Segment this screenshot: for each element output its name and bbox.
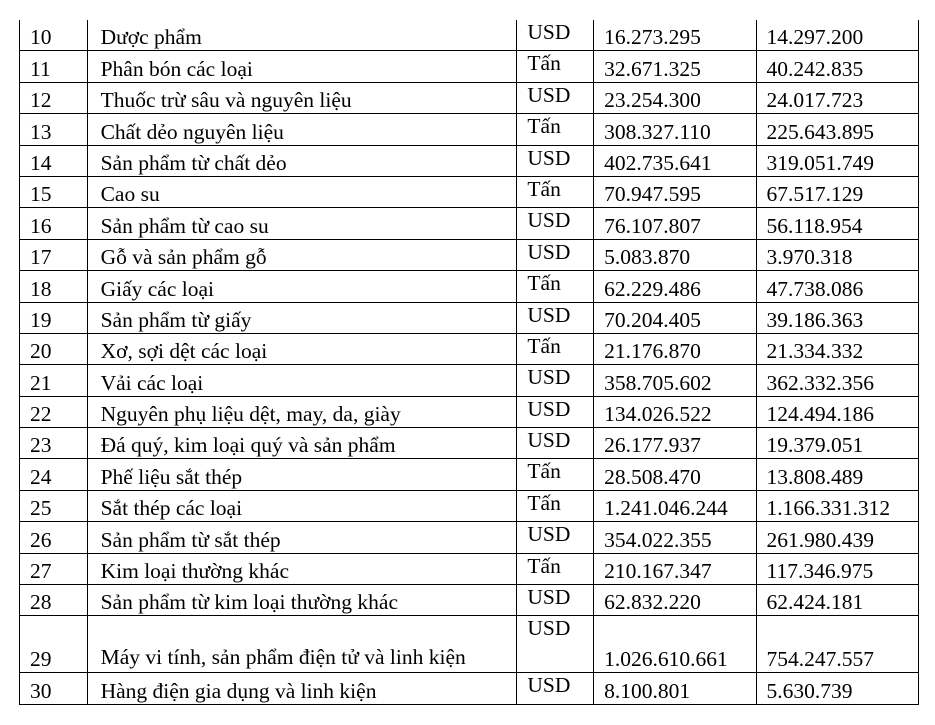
table-row [20, 51, 919, 82]
item-name: Vải các loại [87, 365, 517, 396]
table-row [20, 20, 919, 51]
unit: USD [517, 428, 594, 459]
item-name: Phế liệu sắt thép [87, 459, 517, 490]
unit: Tấn [517, 459, 594, 490]
value-period-1: 354.022.355 [594, 522, 756, 553]
value-period-1: 16.273.295 [594, 20, 756, 51]
value-period-2: 5.630.739 [756, 673, 918, 704]
row-number: 27 [20, 553, 88, 584]
row-number: 29 [20, 616, 88, 673]
value-period-1: 210.167.347 [594, 553, 756, 584]
table-row [20, 302, 919, 333]
value-period-1: 62.229.486 [594, 271, 756, 302]
unit: USD [517, 585, 594, 616]
value-period-1: 1.241.046.244 [594, 490, 756, 521]
item-name: Dược phẩm [87, 20, 517, 51]
item-name: Gỗ và sản phẩm gỗ [87, 239, 517, 270]
unit: Tấn [517, 333, 594, 364]
value-period-1: 62.832.220 [594, 585, 756, 616]
row-number: 16 [20, 208, 88, 239]
value-period-2: 3.970.318 [756, 239, 918, 270]
item-name: Sắt thép các loại [87, 490, 517, 521]
value-period-2: 47.738.086 [756, 271, 918, 302]
unit: USD [517, 145, 594, 176]
value-period-2: 225.643.895 [756, 114, 918, 145]
item-name: Sản phẩm từ kim loại thường khác [87, 585, 517, 616]
value-period-1: 358.705.602 [594, 365, 756, 396]
value-period-2: 13.808.489 [756, 459, 918, 490]
item-name: Giấy các loại [87, 271, 517, 302]
row-number: 28 [20, 585, 88, 616]
table-row [20, 490, 919, 521]
item-name: Nguyên phụ liệu dệt, may, da, giày [87, 396, 517, 427]
value-period-1: 23.254.300 [594, 82, 756, 113]
value-period-2: 362.332.356 [756, 365, 918, 396]
value-period-2: 21.334.332 [756, 333, 918, 364]
unit: USD [517, 365, 594, 396]
row-number: 25 [20, 490, 88, 521]
unit: Tấn [517, 553, 594, 584]
unit: Tấn [517, 176, 594, 207]
value-period-1: 32.671.325 [594, 51, 756, 82]
item-name: Cao su [87, 176, 517, 207]
item-name: Kim loại thường khác [87, 553, 517, 584]
row-number: 22 [20, 396, 88, 427]
value-period-1: 21.176.870 [594, 333, 756, 364]
row-number: 17 [20, 239, 88, 270]
row-number: 11 [20, 51, 88, 82]
value-period-1: 70.947.595 [594, 176, 756, 207]
unit: USD [517, 82, 594, 113]
value-period-1: 70.204.405 [594, 302, 756, 333]
row-number: 15 [20, 176, 88, 207]
table-row [20, 428, 919, 459]
table-row [20, 176, 919, 207]
item-name: Đá quý, kim loại quý và sản phẩm [87, 428, 517, 459]
row-number: 19 [20, 302, 88, 333]
unit: USD [517, 208, 594, 239]
table-row [20, 208, 919, 239]
table-row [20, 585, 919, 616]
item-name: Hàng điện gia dụng và linh kiện [87, 673, 517, 704]
table-row [20, 145, 919, 176]
row-number: 12 [20, 82, 88, 113]
row-number: 10 [20, 20, 88, 51]
unit: Tấn [517, 490, 594, 521]
table-row [20, 333, 919, 364]
value-period-1: 308.327.110 [594, 114, 756, 145]
row-number: 20 [20, 333, 88, 364]
value-period-1: 28.508.470 [594, 459, 756, 490]
value-period-2: 67.517.129 [756, 176, 918, 207]
value-period-2: 56.118.954 [756, 208, 918, 239]
unit: USD [517, 239, 594, 270]
item-name: Chất dẻo nguyên liệu [87, 114, 517, 145]
value-period-2: 62.424.181 [756, 585, 918, 616]
item-name: Sản phẩm từ giấy [87, 302, 517, 333]
table-row [20, 82, 919, 113]
table-row [20, 396, 919, 427]
value-period-2: 40.242.835 [756, 51, 918, 82]
row-number: 14 [20, 145, 88, 176]
import-table-container [19, 20, 919, 705]
table-row [20, 365, 919, 396]
value-period-2: 24.017.723 [756, 82, 918, 113]
row-number: 13 [20, 114, 88, 145]
value-period-2: 124.494.186 [756, 396, 918, 427]
value-period-2: 1.166.331.312 [756, 490, 918, 521]
item-name: Sản phẩm từ chất dẻo [87, 145, 517, 176]
unit: USD [517, 20, 594, 51]
row-number: 26 [20, 522, 88, 553]
table-row [20, 459, 919, 490]
value-period-1: 134.026.522 [594, 396, 756, 427]
value-period-2: 19.379.051 [756, 428, 918, 459]
value-period-2: 754.247.557 [756, 616, 918, 673]
table-row [20, 114, 919, 145]
item-name: Sản phẩm từ sắt thép [87, 522, 517, 553]
table-row [20, 673, 919, 704]
row-number: 30 [20, 673, 88, 704]
row-number: 21 [20, 365, 88, 396]
value-period-1: 1.026.610.661 [594, 616, 756, 673]
import-goods-table [19, 20, 919, 705]
unit: USD [517, 302, 594, 333]
row-number: 23 [20, 428, 88, 459]
value-period-1: 8.100.801 [594, 673, 756, 704]
unit: Tấn [517, 271, 594, 302]
unit: Tấn [517, 51, 594, 82]
item-name: Sản phẩm từ cao su [87, 208, 517, 239]
value-period-2: 261.980.439 [756, 522, 918, 553]
unit: USD [517, 396, 594, 427]
table-row [20, 553, 919, 584]
row-number: 24 [20, 459, 88, 490]
unit: USD [517, 616, 594, 673]
value-period-2: 319.051.749 [756, 145, 918, 176]
row-number: 18 [20, 271, 88, 302]
value-period-2: 14.297.200 [756, 20, 918, 51]
value-period-2: 39.186.363 [756, 302, 918, 333]
table-row [20, 271, 919, 302]
item-name: Xơ, sợi dệt các loại [87, 333, 517, 364]
value-period-1: 5.083.870 [594, 239, 756, 270]
unit: Tấn [517, 114, 594, 145]
item-name: Thuốc trừ sâu và nguyên liệu [87, 82, 517, 113]
table-row [20, 616, 919, 673]
value-period-1: 402.735.641 [594, 145, 756, 176]
value-period-1: 26.177.937 [594, 428, 756, 459]
table-row [20, 239, 919, 270]
unit: USD [517, 522, 594, 553]
item-name: Máy vi tính, sản phẩm điện tử và linh kiện [87, 616, 517, 673]
value-period-2: 117.346.975 [756, 553, 918, 584]
item-name: Phân bón các loại [87, 51, 517, 82]
table-row [20, 522, 919, 553]
value-period-1: 76.107.807 [594, 208, 756, 239]
unit: USD [517, 673, 594, 704]
